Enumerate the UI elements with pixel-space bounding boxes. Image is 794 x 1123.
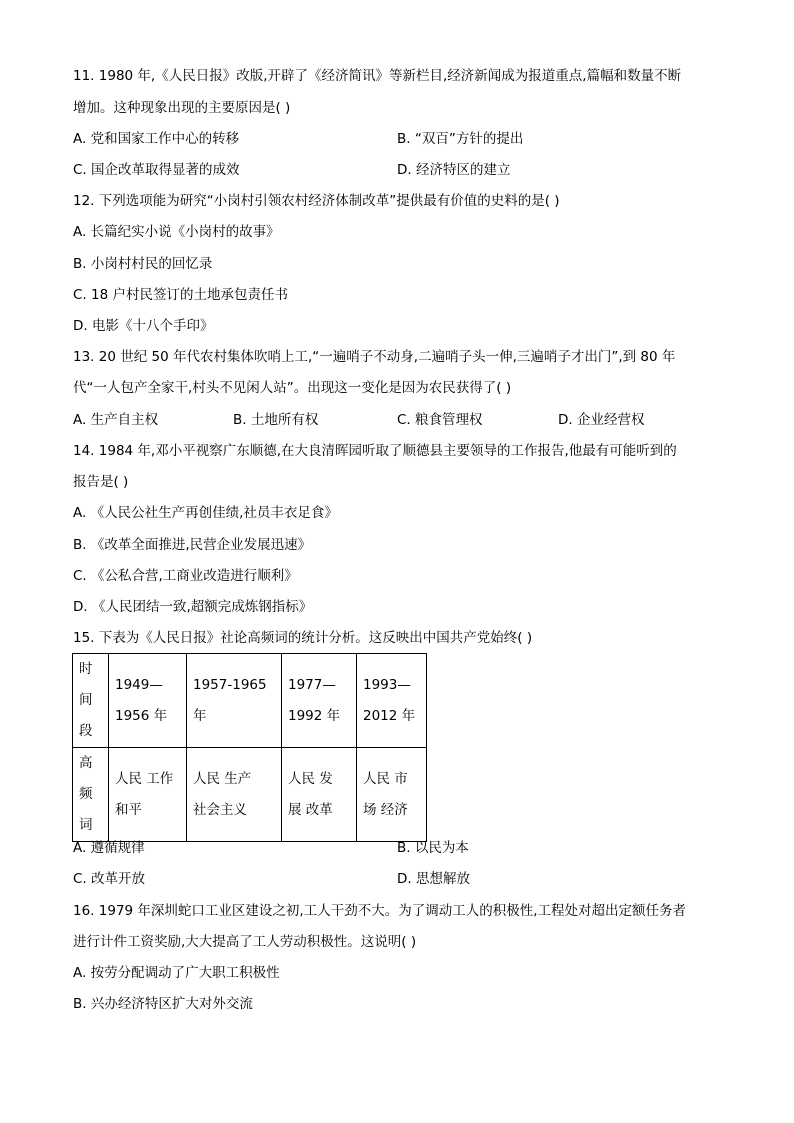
q11-stem-line1: 11. 1980 年,《人民日报》改版,开辟了《经济简讯》等新栏目,经济新闻成为报道重点,篇幅和数量不断	[73, 68, 682, 84]
q13-stem-line2: 代“一人包产全家干,村头不见闲人站”。出现这一变化是因为农民获得了( )	[73, 380, 512, 396]
q16-stem-line1: 16. 1979 年深圳蛇口工业区建设之初,工人干劲不大。为了调动工人的积极性,工程处对超出定额任务者	[73, 903, 686, 919]
q11-option-c: C. 国企改革取得显著的成效	[73, 162, 240, 178]
table-cell: 人民 工作 和平	[109, 748, 187, 842]
q16-option-b: B. 兴办经济特区扩大对外交流	[73, 996, 253, 1012]
q13-stem-line1: 13. 20 世纪 50 年代农村集体吹哨上工,“一遍哨子不动身,二遍哨子头一伸,三遍哨子才出门”,到 80 年	[73, 349, 676, 365]
q14-stem-line2: 报告是( )	[73, 474, 129, 490]
q14-option-b: B. 《改革全面推进,民营企业发展迅速》	[73, 537, 312, 553]
q13-option-b: B. 土地所有权	[233, 412, 319, 428]
q14-stem-line1: 14. 1984 年,邓小平视察广东顺德,在大良清晖园听取了顺德县主要领导的工作报告,他最有可能听到的	[73, 443, 677, 459]
q13-option-a: A. 生产自主权	[73, 412, 159, 428]
table-cell: 人民 市 场 经济	[357, 748, 427, 842]
table-row-words	[73, 748, 427, 842]
q11-stem-line2: 增加。这种现象出现的主要原因是( )	[73, 100, 291, 116]
q12-option-d: D. 电影《十八个手印》	[73, 318, 214, 334]
high-frequency-word-table	[72, 653, 427, 842]
q12-option-b: B. 小岗村村民的回忆录	[73, 256, 213, 272]
table-header-words: 高频 词	[73, 748, 109, 842]
q12-stem: 12. 下列选项能为研究“小岗村引领农村经济体制改革”提供最有价值的史料的是( )	[73, 193, 560, 209]
q14-option-c: C. 《公私合营,工商业改造进行顺利》	[73, 568, 298, 584]
table-cell: 1993— 2012 年	[357, 654, 427, 748]
table-row-period	[73, 654, 427, 748]
table-header-period: 时间 段	[73, 654, 109, 748]
table-cell: 人民 生产 社会主义	[187, 748, 282, 842]
q14-option-d: D. 《人民团结一致,超额完成炼钢指标》	[73, 599, 313, 615]
table-cell: 1949— 1956 年	[109, 654, 187, 748]
q16-stem-line2: 进行计件工资奖励,大大提高了工人劳动积极性。这说明( )	[73, 934, 417, 950]
q15-option-d: D. 思想解放	[397, 871, 470, 887]
q15-option-b: B. 以民为本	[397, 840, 469, 856]
q11-option-b: B. “双百”方针的提出	[397, 131, 524, 147]
q15-option-a: A. 遵循规律	[73, 840, 145, 856]
q12-option-c: C. 18 户村民签订的土地承包责任书	[73, 287, 288, 303]
table-cell: 1977— 1992 年	[282, 654, 357, 748]
table-cell: 1957-1965 年	[187, 654, 282, 748]
q15-option-c: C. 改革开放	[73, 871, 146, 887]
q13-option-c: C. 粮食管理权	[397, 412, 483, 428]
q16-option-a: A. 按劳分配调动了广大职工积极性	[73, 965, 280, 981]
q15-stem: 15. 下表为《人民日报》社论高频词的统计分析。这反映出中国共产党始终( )	[73, 630, 533, 646]
table-cell: 人民 发 展 改革	[282, 748, 357, 842]
q12-option-a: A. 长篇纪实小说《小岗村的故事》	[73, 224, 280, 240]
q14-option-a: A. 《人民公社生产再创佳绩,社员丰衣足食》	[73, 505, 338, 521]
q13-option-d: D. 企业经营权	[558, 412, 645, 428]
q11-option-a: A. 党和国家工作中心的转移	[73, 131, 240, 147]
q11-option-d: D. 经济特区的建立	[397, 162, 511, 178]
